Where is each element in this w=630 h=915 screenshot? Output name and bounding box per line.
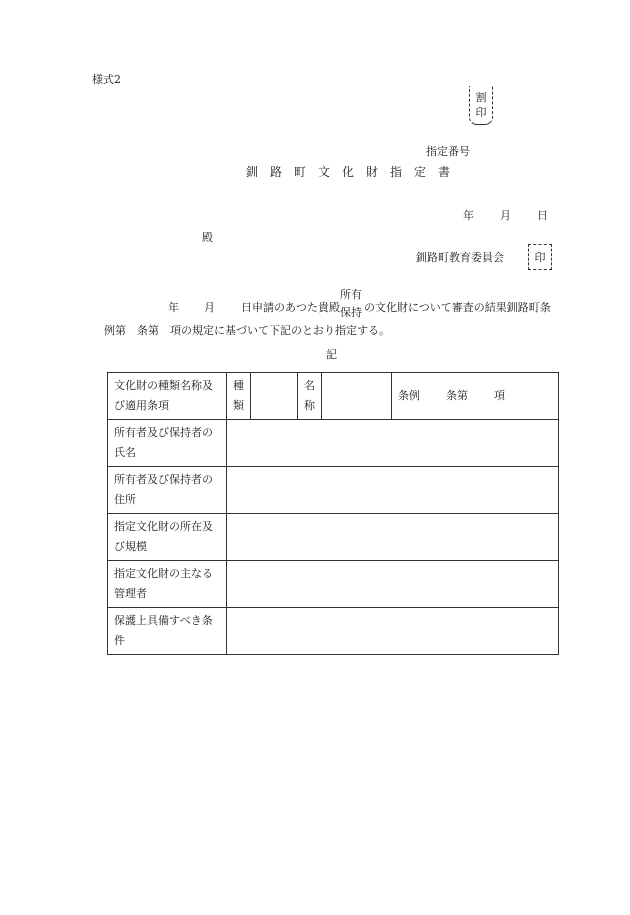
table-row [108, 514, 559, 561]
row-label-type-name: 文化財の種類名称及び適用条項 [108, 373, 227, 420]
row-value [227, 608, 559, 655]
table-row [108, 608, 559, 655]
title-char: 化 [342, 165, 355, 179]
body-line1-tail: の文化財について審査の結果釧路町条 [364, 301, 551, 314]
title-char: 定 [414, 165, 427, 179]
body-year: 年 [168, 301, 179, 314]
row-value [227, 561, 559, 608]
warin-seal-char-1: 割 [475, 91, 487, 104]
title-char: 指 [390, 165, 403, 179]
name-value [322, 373, 392, 420]
designation-number-label: 指定番号 [426, 145, 470, 158]
stack-bottom: 保持 [340, 306, 362, 319]
addressee-suffix: 殿 [202, 231, 213, 244]
title-char: 財 [366, 165, 379, 179]
row-value [227, 467, 559, 514]
row-label: 所有者及び保持者の氏名 [108, 420, 227, 467]
row-label: 指定文化財の主なる管理者 [108, 561, 227, 608]
row-label: 指定文化財の所在及び規模 [108, 514, 227, 561]
issuer-name: 釧路町教育委員会 [416, 251, 504, 264]
name-label: 名 称 [298, 373, 322, 420]
body-line-2: 例第 条第 項の規定に基づいて下記のとおり指定する。 [104, 324, 390, 337]
table-row [108, 467, 559, 514]
designation-table [107, 372, 559, 655]
table-row [108, 420, 559, 467]
body-line-1 [168, 288, 551, 319]
row-value [227, 514, 559, 561]
owner-holder-stack [340, 288, 364, 319]
warin-seal-box [469, 86, 493, 125]
issuer-seal-box [528, 244, 552, 270]
body-line1-text: 日申請のあつた貴殿 [241, 301, 340, 314]
form-number: 様式2 [92, 73, 121, 86]
table-row [108, 561, 559, 608]
type-value [251, 373, 298, 420]
table-row [108, 373, 559, 420]
title-char: 町 [294, 165, 307, 179]
title-char: 文 [318, 165, 331, 179]
title-char: 路 [270, 165, 283, 179]
row-value [227, 420, 559, 467]
date-year: 年 [463, 209, 474, 222]
row-label: 保護上具備すべき条件 [108, 608, 227, 655]
date-day: 日 [537, 209, 548, 222]
title-char: 書 [438, 165, 451, 179]
date-month: 月 [500, 209, 511, 222]
title-char: 釧 [246, 165, 259, 179]
document-title [246, 166, 462, 178]
ki-heading: 記 [326, 348, 337, 361]
row-label: 所有者及び保持者の住所 [108, 467, 227, 514]
warin-seal-char-2: 印 [475, 106, 487, 119]
stack-top: 所有 [340, 288, 362, 301]
applicable-clause: 条例 条第 項 [392, 373, 559, 420]
body-month: 月 [204, 301, 215, 314]
issue-date [463, 210, 548, 221]
type-label: 種 類 [227, 373, 251, 420]
issuer-seal-char: 印 [534, 250, 546, 264]
